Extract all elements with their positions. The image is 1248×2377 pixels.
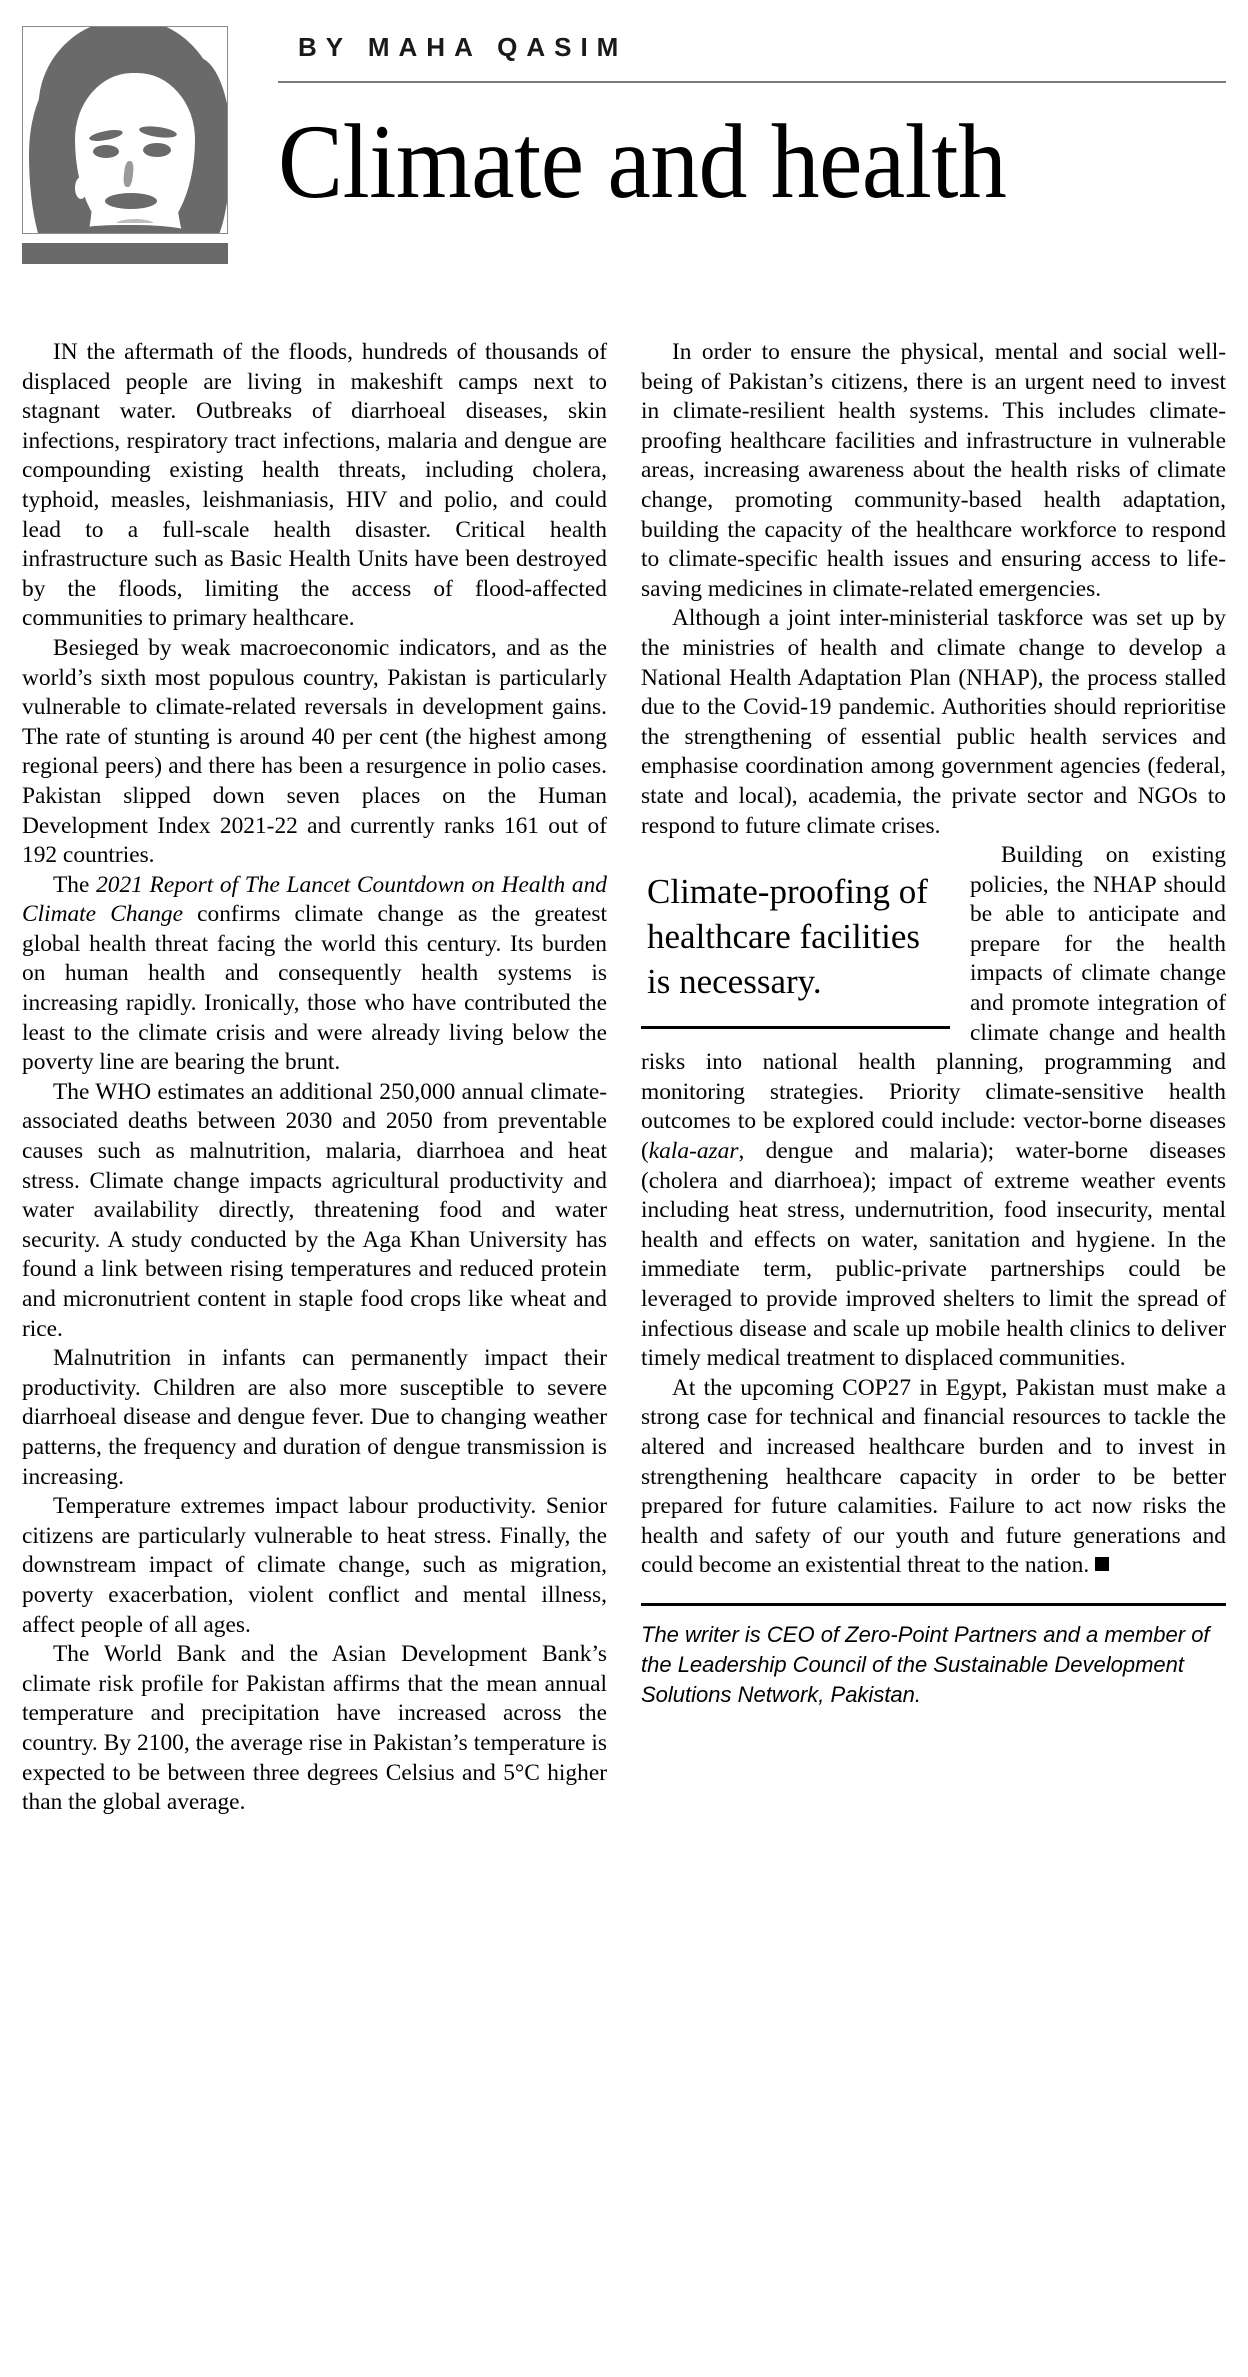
paragraph: Although a joint inter-ministerial taskforce was set up by the ministries of health and climate change to develop a National Health Adaptation Plan (NHAP), the process stalled due to the Covid-19 pandemic. Authorities should reprioritise the strengthening of essential public health services and emphasise coordination among government agencies (federal, state and local), academia, the private sector and NGOs to respond to future climate crises. bbox=[641, 605, 1226, 839]
byline-divider bbox=[278, 81, 1226, 83]
pull-quote-rule-bottom bbox=[641, 1026, 950, 1029]
portrait-lips-icon bbox=[105, 193, 157, 209]
paragraph-text: Building on existing policies, the NHAP should be able to anticipate and prepare for the health impacts of climate change and promote integration of climate change and health risks into national health planning, programming and monitoring strategies. Priority climate-sensitive health outcomes to be explored could include: vector-borne diseases ( bbox=[641, 842, 1226, 1165]
portrait-ear-icon bbox=[75, 177, 87, 199]
paragraph: IN the aftermath of the floods, hundreds of thousands of displaced people are living in makeshift camps next to stagnant water. Outbreaks of diarrhoeal diseases, skin infections, respiratory tract infections, malaria and dengue are compounding existing health threats, including cholera, typhoid, measles, leishmaniasis, HIV and polio, and could lead to a full-scale health disaster. Critical health infrastructure such as Basic Health Units have been destroyed by the floods, limiting the access of flood-affected communities to primary healthcare. bbox=[22, 339, 607, 632]
column-left bbox=[22, 338, 607, 2358]
author-portrait-block bbox=[22, 26, 230, 264]
paragraph: Besieged by weak macroeconomic indicators, and as the world’s sixth most populous country, Pakistan is particularly vulnerable to climate-related reversals in development gains. The rate of stunting is around 40 per cent (the highest among regional peers) and there has been a resurgence in polio cases. Pakistan slipped down seven places on the Human Development Index 2021-22 and currently ranks 161 out of 192 countries. bbox=[22, 634, 607, 869]
portrait-eye-left-icon bbox=[93, 145, 119, 158]
paragraph-text: The bbox=[53, 871, 97, 898]
paragraph: The WHO estimates an additional 250,000 annual climate-associated deaths between 2030 and 2050 from preventable causes such as malnutrition, malaria, diarrhoea and heat stress. Climate change impacts agricultural productivity and water availability directly, threatening food and water security. A study conducted by the Aga Khan University has found a link between rising temperatures and reduced protein and micronutrient content in staple food crops like wheat and rice. bbox=[22, 1078, 607, 1342]
paragraph: Malnutrition in infants can permanently impact their productivity. Children are also more susceptible to severe diarrhoeal disease and dengue fever. Due to changing weather patterns, the frequency and duration of dengue transmission is increasing. bbox=[22, 1345, 607, 1490]
paragraph-nhap bbox=[641, 841, 1226, 1374]
article-byline: BY MAHA QASIM bbox=[298, 32, 628, 62]
article-body bbox=[22, 338, 1226, 2358]
end-mark-icon bbox=[1095, 1557, 1109, 1571]
article-masthead bbox=[22, 26, 1226, 286]
paragraph-final bbox=[641, 1374, 1226, 1581]
kala-azar-italic: kala-azar bbox=[648, 1138, 739, 1165]
pull-quote bbox=[641, 847, 950, 1029]
report-title-italic: 2021 Report of The Lancet Countdown on Health and Climate Change bbox=[22, 871, 607, 928]
author-photo bbox=[22, 26, 228, 234]
byline-block bbox=[278, 26, 1226, 286]
author-bio: The writer is CEO of Zero-Point Partners and a member of the Leadership Council of the Sustainable Development Solutions Network, Pakistan. bbox=[641, 1621, 1210, 1707]
paragraph-text: , dengue and malaria); water-borne diseases (cholera and diarrhoea); impact of extreme weather events including heat stress, undernutrition, food insecurity, mental health and effects on water, sanitation and hygiene. In the immediate term, public-private partnerships could be leveraged to provide improved shelters to limit the spread of infectious disease and scale up mobile health clinics to deliver timely medical treatment to displaced communities. bbox=[641, 1138, 1226, 1372]
paragraph-text: At the upcoming COP27 in Egypt, Pakistan must make a strong case for technical and financial resources to tackle the altered and increased healthcare burden and to invest in strengthening healthcare capacity in order to be better prepared for future calamities. Failure to act now risks the health and safety of our youth and future generations and could become an existential threat to the nation. bbox=[641, 1374, 1226, 1579]
portrait-caption-bar bbox=[22, 243, 228, 264]
paragraph: Temperature extremes impact labour productivity. Senior citizens are particularly vulnerable to heat stress. Finally, the downstream impact of climate change, such as migration, poverty exacerbation, violent conflict and mental illness, affect people of all ages. bbox=[22, 1493, 607, 1638]
paragraph-lancet bbox=[22, 871, 607, 1078]
page-title: Climate and health bbox=[278, 103, 1007, 220]
portrait-eye-right-icon bbox=[143, 143, 171, 157]
column-right bbox=[641, 338, 1226, 2358]
bio-divider bbox=[641, 1603, 1226, 1606]
paragraph-text: confirms climate change as the greatest global health threat facing the world this century. Its burden on human health and consequently health systems is increasing rapidly. Ironically, those who have contributed the least to the climate crisis and were already living below the poverty line are bearing the brunt. bbox=[22, 901, 607, 1076]
paragraph: The World Bank and the Asian Development Bank’s climate risk profile for Pakistan affirms that the mean annual temperature and precipitation have increased across the country. By 2100, the average rise in Pakistan’s temperature is expected to be between three degrees Celsius and 5°C higher than the global average. bbox=[22, 1641, 607, 1816]
paragraph: In order to ensure the physical, mental and social well-being of Pakistan’s citizens, there is an urgent need to invest in climate-resilient health systems. This includes climate-proofing healthcare facilities and infrastructure in vulnerable areas, increasing awareness about the health risks of climate change, promoting community-based health adaptation, building the capacity of the healthcare workforce to respond to climate-specific health issues and ensuring access to life-saving medicines in climate-related emergencies. bbox=[641, 339, 1226, 602]
pull-quote-text: Climate-proofing of healthcare facilities is necessary. bbox=[647, 872, 928, 1002]
